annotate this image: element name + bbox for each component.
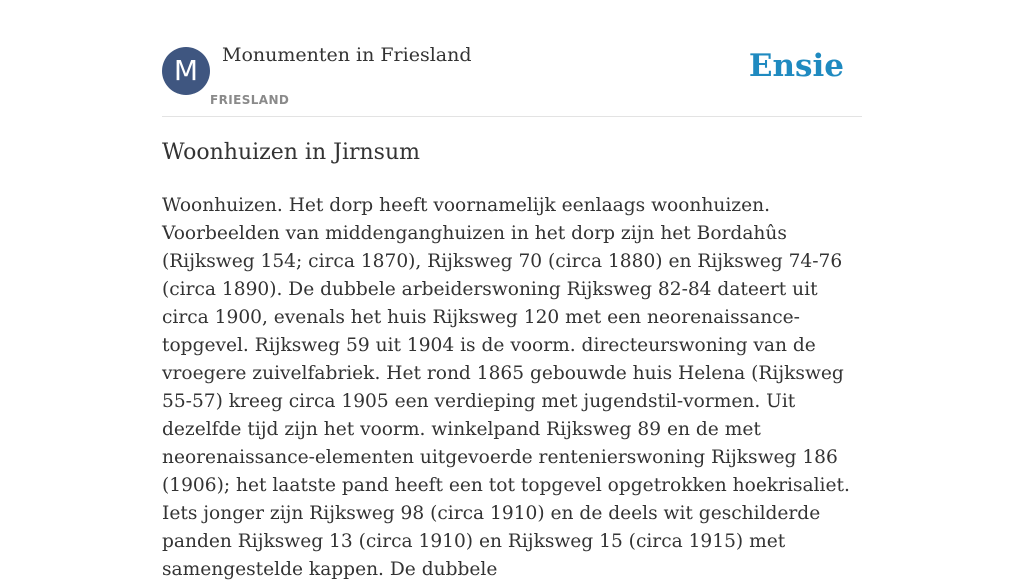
page-header bbox=[162, 0, 862, 117]
article-title: Woonhuizen in Jirnsum bbox=[162, 140, 420, 165]
channel-avatar[interactable]: M bbox=[162, 47, 210, 95]
channel-subtitle[interactable]: FRIESLAND bbox=[210, 93, 290, 107]
article-body: Woonhuizen. Het dorp heeft voornamelijk eenlaags woonhuizen. Voorbeelden van middenganghuizen in het dorp zijn het Bordahûs (Rijksweg 154; circa 1870), Rijksweg 70 (circa 1880) en Rijksweg 74-76 (circa 1890). De dubbele arbeiderswoning Rijksweg 82-84 dateert uit circa 1900, evenals het huis Rijksweg 120 met een neorenaissance-topgevel. Rijksweg 59 uit 1904 is de voorm. directeurswoning van de vroegere zuivelfabriek. Het rond 1865 gebouwde huis Helena (Rijksweg 55-57) kreeg circa 1905 een verdieping met jugendstil-vormen. Uit dezelfde tijd zijn het voorm. winkelpand Rijksweg 89 en de met neorenaissance-elementen uitgevoerde rentenierswoning Rijksweg 186 (1906); het laatste pand heeft een tot topgevel opgetrokken hoekrisaliet. Iets jonger zijn Rijksweg 98 (circa 1910) en de deels wit geschilderde panden Rijksweg 13 (circa 1910) en Rijksweg 15 (circa 1915) met samengestelde kappen. De dubbele bbox=[162, 195, 850, 580]
brand-logo[interactable]: Ensie bbox=[748, 48, 844, 84]
channel-title[interactable]: Monumenten in Friesland bbox=[222, 44, 472, 66]
